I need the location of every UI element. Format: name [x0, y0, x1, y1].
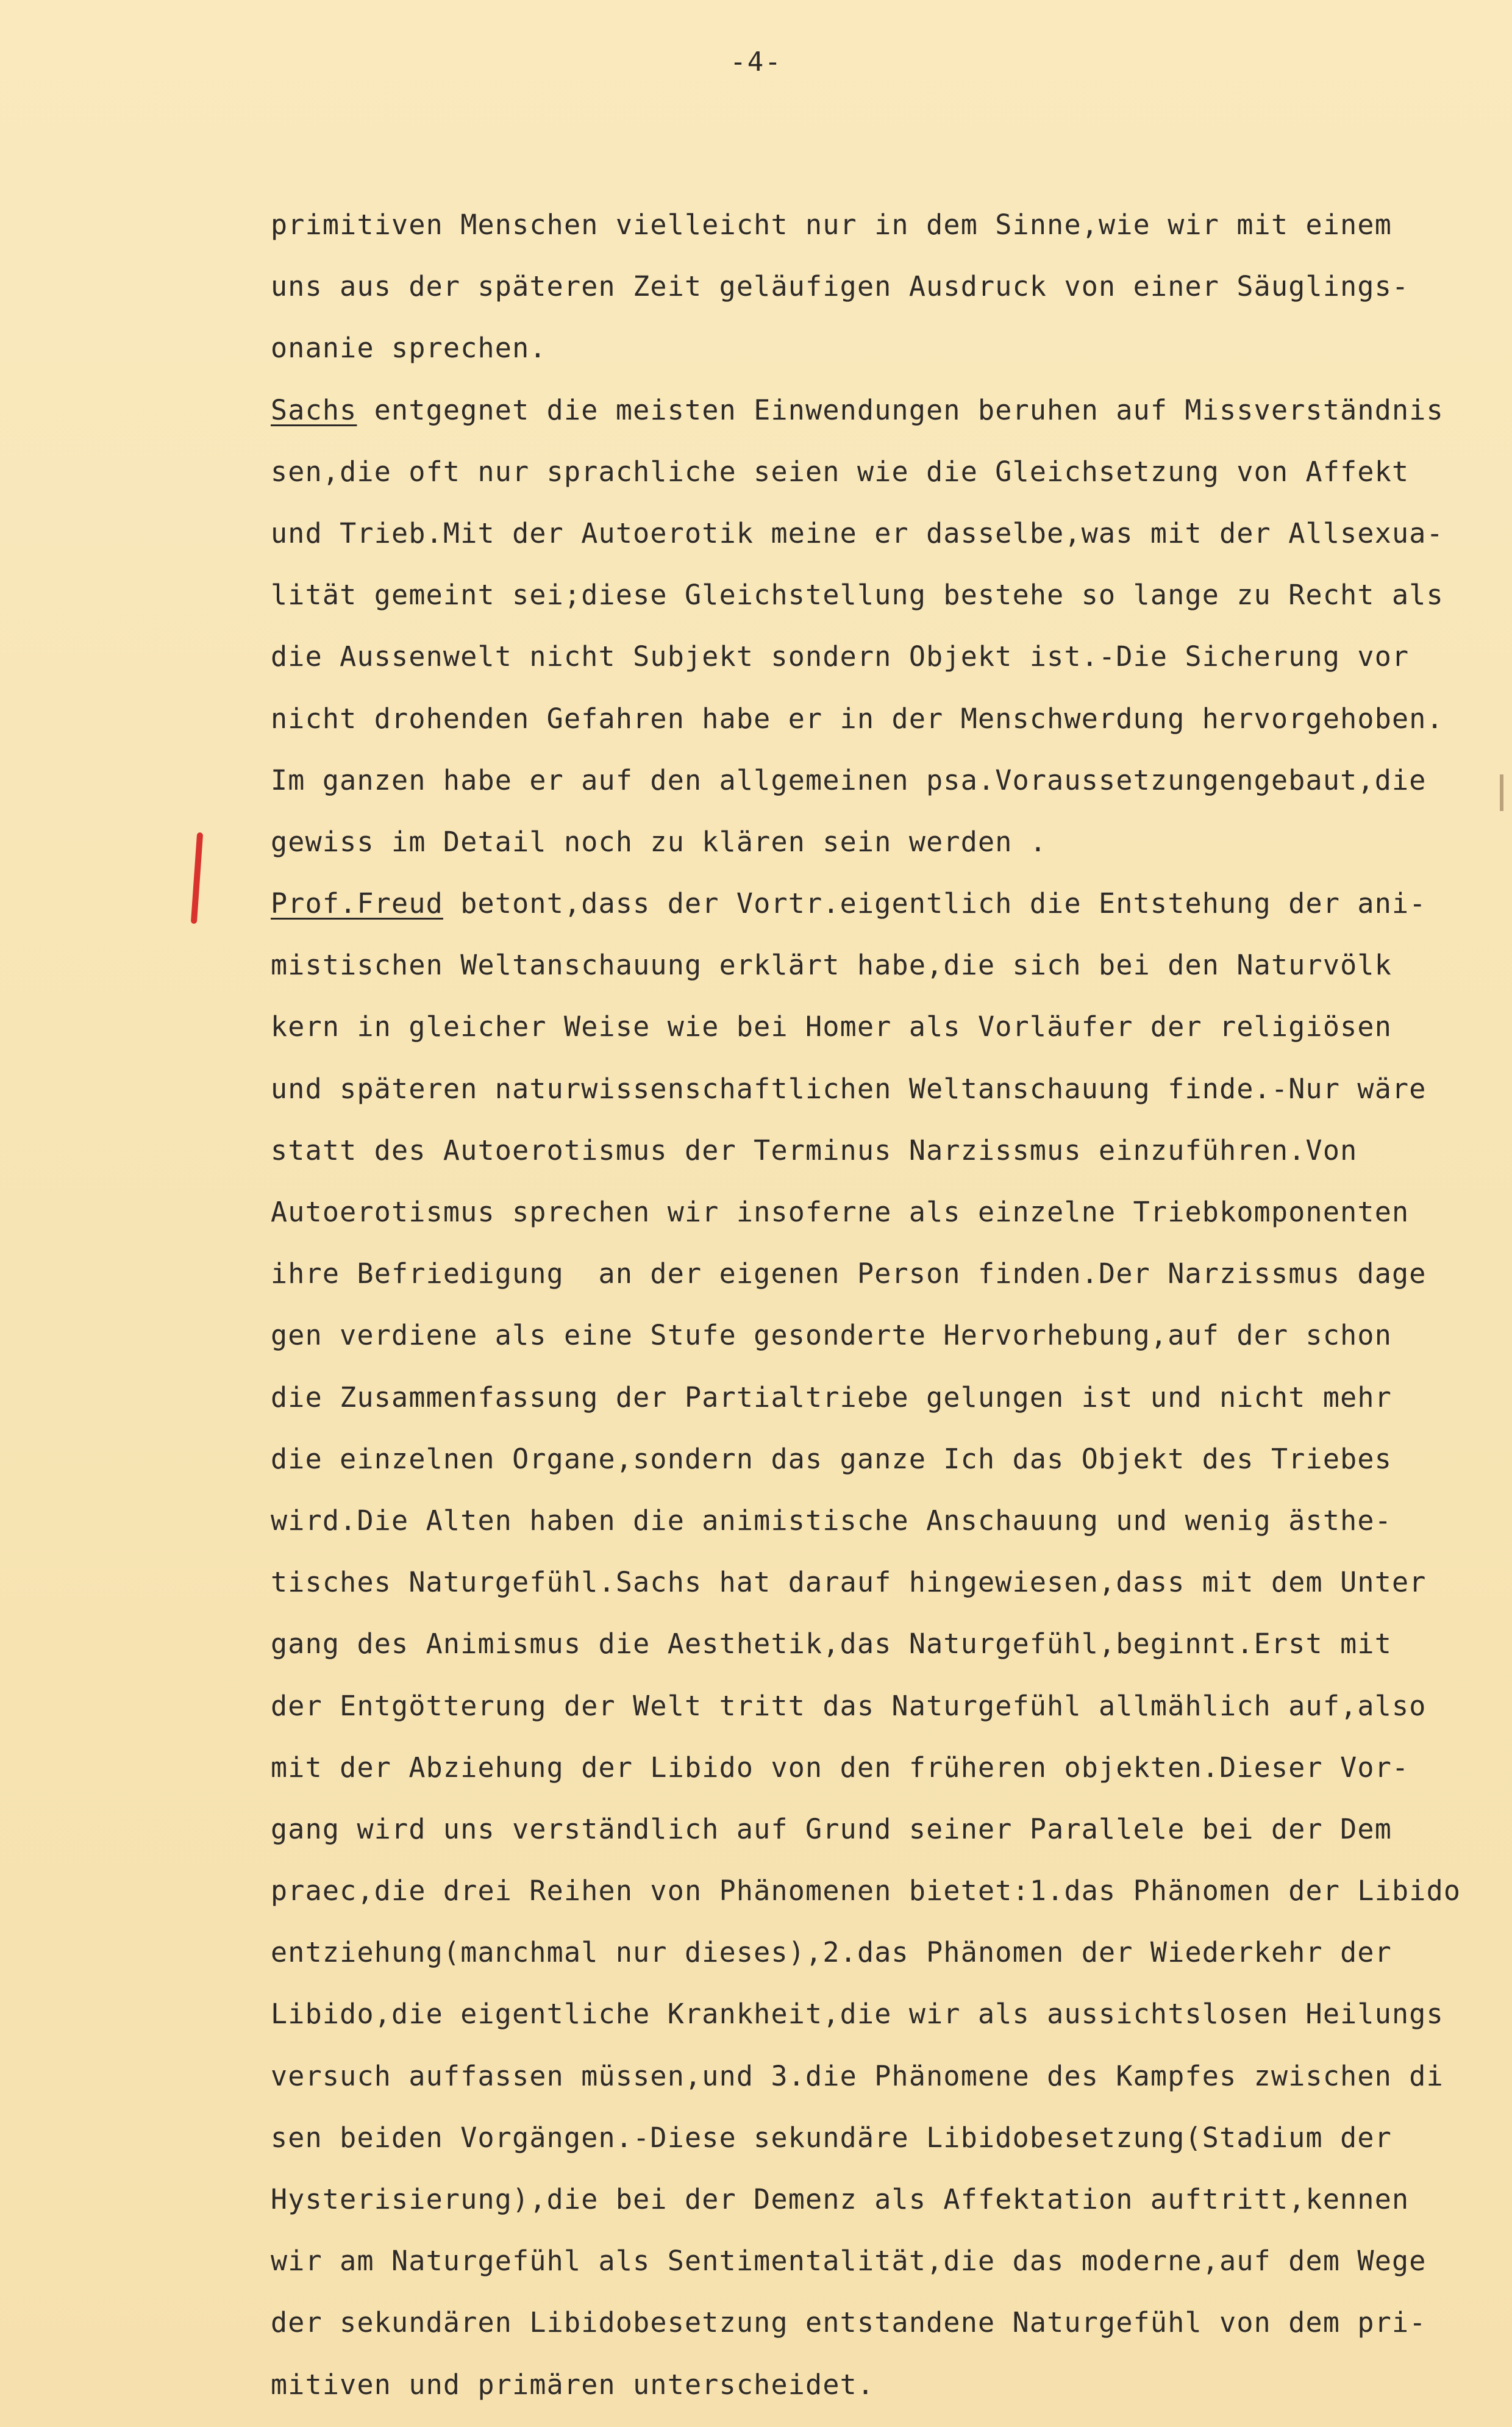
line-text: mitiven und primären unterscheidet. [271, 2368, 875, 2401]
text-line [271, 2107, 1508, 2168]
text-line [271, 1737, 1508, 1798]
text-line [271, 2292, 1508, 2353]
page-number: -4- [730, 46, 782, 77]
line-text: die Zusammenfassung der Partialtriebe gelungen ist und nicht mehr [271, 1381, 1392, 1414]
text-line [271, 1120, 1508, 1181]
text-line [271, 626, 1508, 687]
line-text: Libido,die eigentliche Krankheit,die wir als aussichtslosen Heilungs [271, 1998, 1444, 2031]
text-line [271, 194, 1508, 256]
text-line [271, 873, 1508, 934]
text-line [271, 1675, 1508, 1737]
line-text: versuch auffassen müssen,und 3.die Phänomene des Kampfes zwischen di [271, 2059, 1444, 2092]
text-line [271, 1490, 1508, 1551]
line-text: gang wird uns verständlich auf Grund seiner Parallele bei der Dem [271, 1812, 1392, 1845]
text-line [271, 1181, 1508, 1243]
line-text: und Trieb.Mit der Autoerotik meine er dasselbe,was mit der Allsexua- [271, 516, 1444, 549]
text-line [271, 1058, 1508, 1120]
text-line [271, 564, 1508, 626]
line-text: mit der Abziehung der Libido von den früheren objekten.Dieser Vor- [271, 1751, 1410, 1784]
line-text: sen beiden Vorgängen.-Diese sekundäre Libidobesetzung(Stadium der [271, 2121, 1392, 2154]
line-text: lität gemeint sei;diese Gleichstellung bestehe so lange zu Recht als [271, 579, 1444, 612]
text-line [271, 2354, 1508, 2415]
text-line [271, 2230, 1508, 2292]
text-line [271, 1243, 1508, 1304]
line-text: entgegnet die meisten Einwendungen beruhen auf Missverständnis [357, 393, 1444, 426]
line-text: sen,die oft nur sprachliche seien wie die Gleichsetzung von Affekt [271, 455, 1410, 488]
text-line [271, 502, 1508, 564]
text-line [271, 1613, 1508, 1675]
text-line [271, 1860, 1508, 1921]
text-line [271, 1551, 1508, 1613]
line-text: Im ganzen habe er auf den allgemeinen psa.Voraussetzungengebaut,die [271, 763, 1427, 796]
line-text: ihre Befriedigung an der eigenen Person finden.Der Narzissmus dage [271, 1257, 1427, 1290]
text-line [271, 317, 1508, 379]
line-text: mistischen Weltanschauung erklärt habe,die sich bei den Naturvölk [271, 949, 1392, 982]
text-line [271, 2045, 1508, 2107]
line-text: gang des Animismus die Aesthetik,das Naturgefühl,beginnt.Erst mit [271, 1628, 1392, 1660]
text-line [271, 749, 1508, 811]
line-text: der Entgötterung der Welt tritt das Naturgefühl allmählich auf,also [271, 1689, 1427, 1722]
text-line [271, 256, 1508, 317]
line-text: und späteren naturwissenschaftlichen Weltanschauung finde.-Nur wäre [271, 1072, 1427, 1105]
underlined-speaker-name: Prof.Freud [271, 887, 443, 920]
line-text: die einzelnen Organe,sondern das ganze Ich das Objekt des Triebes [271, 1442, 1392, 1475]
line-text: primitiven Menschen vielleicht nur in dem Sinne,wie wir mit einem [271, 209, 1392, 241]
red-margin-mark [191, 832, 203, 924]
underlined-speaker-name: Sachs [271, 393, 357, 426]
line-text: gewiss im Detail noch zu klären sein werden . [271, 825, 1047, 858]
line-text: tisches Naturgefühl.Sachs hat darauf hingewiesen,dass mit dem Unter [271, 1566, 1427, 1599]
text-line [271, 379, 1508, 441]
line-text: statt des Autoerotismus der Terminus Narzissmus einzuführen.Von [271, 1134, 1358, 1167]
text-line [271, 1428, 1508, 1490]
body-text [271, 194, 1508, 2415]
text-line [271, 1798, 1508, 1860]
line-text: entziehung(manchmal nur dieses),2.das Phänomen der Wiederkehr der [271, 1936, 1392, 1969]
text-line [271, 811, 1508, 873]
line-text: die Aussenwelt nicht Subjekt sondern Objekt ist.-Die Sicherung vor [271, 640, 1410, 673]
line-text: kern in gleicher Weise wie bei Homer als Vorläufer der religiösen [271, 1010, 1392, 1043]
text-line [271, 441, 1508, 502]
line-text: Autoerotismus sprechen wir insoferne als einzelne Triebkomponenten [271, 1196, 1410, 1228]
text-line [271, 1367, 1508, 1428]
text-line [271, 1304, 1508, 1366]
text-line [271, 2168, 1508, 2230]
text-line [271, 996, 1508, 1057]
line-text: uns aus der späteren Zeit geläufigen Ausdruck von einer Säuglings- [271, 270, 1410, 303]
line-text: der sekundären Libidobesetzung entstandene Naturgefühl von dem pri- [271, 2306, 1427, 2339]
text-line [271, 1983, 1508, 2045]
line-text: Hysterisierung),die bei der Demenz als Affektation auftritt,kennen [271, 2183, 1410, 2215]
line-text: gen verdiene als eine Stufe gesonderte Hervorhebung,auf der schon [271, 1319, 1392, 1352]
text-line [271, 934, 1508, 996]
text-line [271, 1921, 1508, 1983]
line-text: onanie sprechen. [271, 332, 547, 365]
line-text: betont,dass der Vortr.eigentlich die Entstehung der ani- [443, 887, 1427, 920]
text-line [271, 688, 1508, 749]
line-text: wir am Naturgefühl als Sentimentalität,die das moderne,auf dem Wege [271, 2245, 1427, 2278]
line-text: wird.Die Alten haben die animistische Anschauung und wenig ästhe- [271, 1504, 1392, 1537]
line-text: praec,die drei Reihen von Phänomenen bietet:1.das Phänomen der Libido [271, 1875, 1461, 1907]
line-text: nicht drohenden Gefahren habe er in der Menschwerdung hervorgehoben. [271, 702, 1444, 735]
